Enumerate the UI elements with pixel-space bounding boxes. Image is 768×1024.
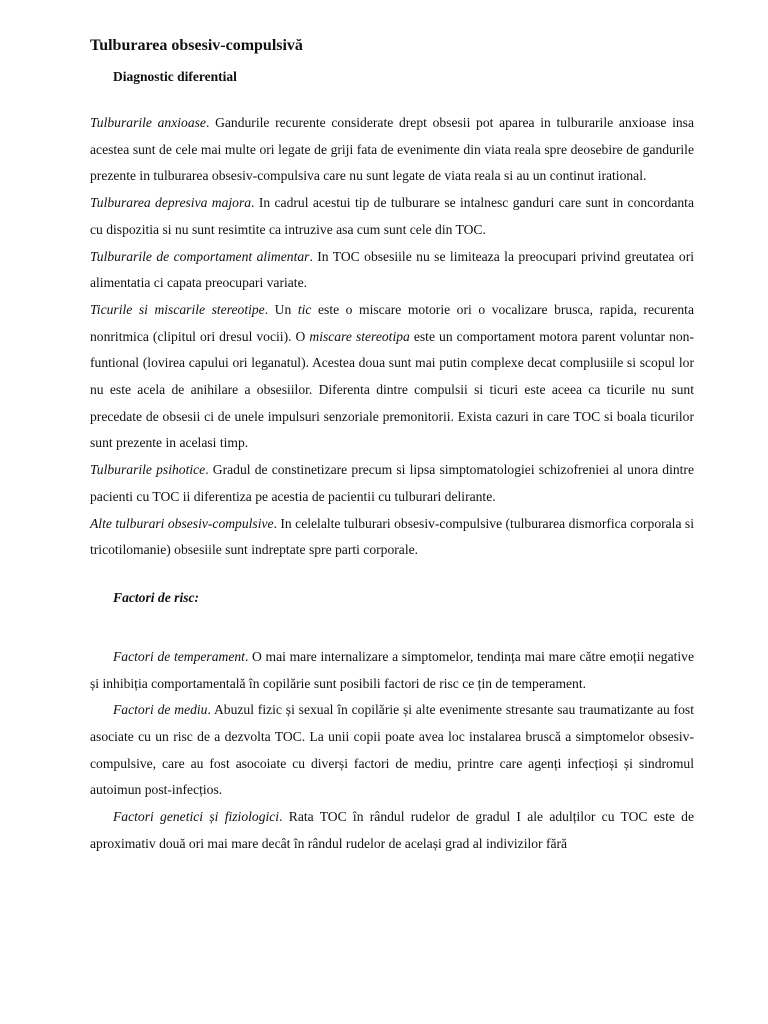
text-tics-b: este o miscare motorie ori o vocalizare brusca, rapida, recurenta nonritmica (clipitul ori dresul vocii). O	[90, 301, 694, 344]
term-psychotic: Tulburarile psihotice	[90, 462, 206, 478]
document-title: Tulburarea obsesiv-compulsivă	[90, 37, 303, 54]
paragraph-other-ocd	[90, 511, 694, 564]
risk-factors-heading: Factori de risc:	[113, 589, 200, 605]
document-page	[90, 36, 694, 858]
text-temperament: . O mai mare internalizare a simptomelor, tendința mai mare către emoții negative și inhibiția comportamentală în copilărie sunt posibili factori de risc ce țin de temperament.	[90, 648, 694, 691]
term-eating: Tulburarile de comportament alimentar	[90, 248, 310, 264]
paragraph-anxiety	[90, 110, 694, 190]
paragraph-depression	[90, 190, 694, 243]
term-tics: Ticurile si miscarile stereotipe	[90, 301, 265, 317]
term-other-ocd: Alte tulburari obsesiv-compulsive	[90, 515, 274, 531]
paragraph-tics	[90, 297, 694, 457]
paragraph-environment	[90, 697, 694, 804]
text-other-ocd: . In celelalte tulburari obsesiv-compulsive (tulburarea dismorfica corporala si tricotilomanie) obsesiile sunt indreptate spre parti corporale.	[90, 515, 694, 558]
em-stereotype: miscare stereotipa	[309, 328, 410, 344]
section-subtitle: Diagnostic diferential	[113, 69, 237, 84]
risk-factors-section	[90, 644, 694, 858]
term-environment: Factori de mediu	[113, 702, 208, 718]
text-environment: . Abuzul fizic și sexual în copilărie și alte evenimente stresante sau traumatizante au fost asociate cu un risc de a dezvolta TOC. La unii copii poate avea loc instalarea bruscă a simptomelor obsesiv-compulsive, care au fost asocoiate cu diverși factori de mediu, printre care agenți infecțioși și sindromul autoimun post-infecțios.	[90, 702, 694, 798]
term-genetic: Factori genetici și fiziologici	[113, 809, 280, 825]
paragraph-temperament	[90, 644, 694, 697]
term-temperament: Factori de temperament	[113, 648, 245, 664]
em-tic: tic	[297, 301, 312, 317]
text-psychotic: . Gradul de constinetizare precum si lipsa simptomatologiei schizofreniei al unora dintre pacienti cu TOC ii diferentiza pe acestia de pacientii cu tulburari delirante.	[90, 462, 694, 504]
term-depression: Tulburarea depresiva majora	[90, 195, 252, 211]
term-anxiety: Tulburarile anxioase	[90, 115, 206, 130]
text-tics-c: este un comportament motora parent voluntar non-funtional (lovirea capului ori leganatul). Acestea doua sunt mai putin complexe decat complusiile si scopul lor nu este acela de anihilare a obsesiilor. Diferenta dintre compulsii si ticuri este aceea ca ticurile nu sunt precedate de obsesii ci de unele impulsuri senzoriale premonitorii. Exista cazuri in care TOC si boala ticurilor sunt prezente in acelasi timp.	[90, 328, 695, 451]
text-genetic: . Rata TOC în rândul rudelor de gradul I ale adulților cu TOC este de aproximativ două ori mai mare decât în rândul rudelor de același grad al indivizilor fără	[90, 809, 694, 851]
text-eating: . In TOC obsesiile nu se limiteaza la preocupari privind greutatea ori alimentatia ci capata preocupari variate.	[90, 248, 694, 291]
differential-diagnosis-section	[90, 110, 694, 564]
text-anxiety: . Gandurile recurente considerate drept obsesii pot aparea in tulburarile anxioase insa acestea sunt de cele mai multe ori legate de griji fata de evenimente din viata reala spre deosebire de gandurile prezente in tulburarea obsesiv-compulsiva care nu sunt legate de viata reala si au un continut irational.	[90, 115, 694, 184]
paragraph-genetic	[90, 804, 694, 857]
text-depression: . In cadrul acestui tip de tulburare se intalnesc ganduri care sunt in concordanta cu dispozitia si nu sunt resimtite ca intruzive asa cum sunt cele din TOC.	[90, 195, 694, 237]
paragraph-eating	[90, 244, 694, 297]
text-tics-a: . Un	[264, 301, 298, 317]
paragraph-psychotic	[90, 457, 694, 510]
